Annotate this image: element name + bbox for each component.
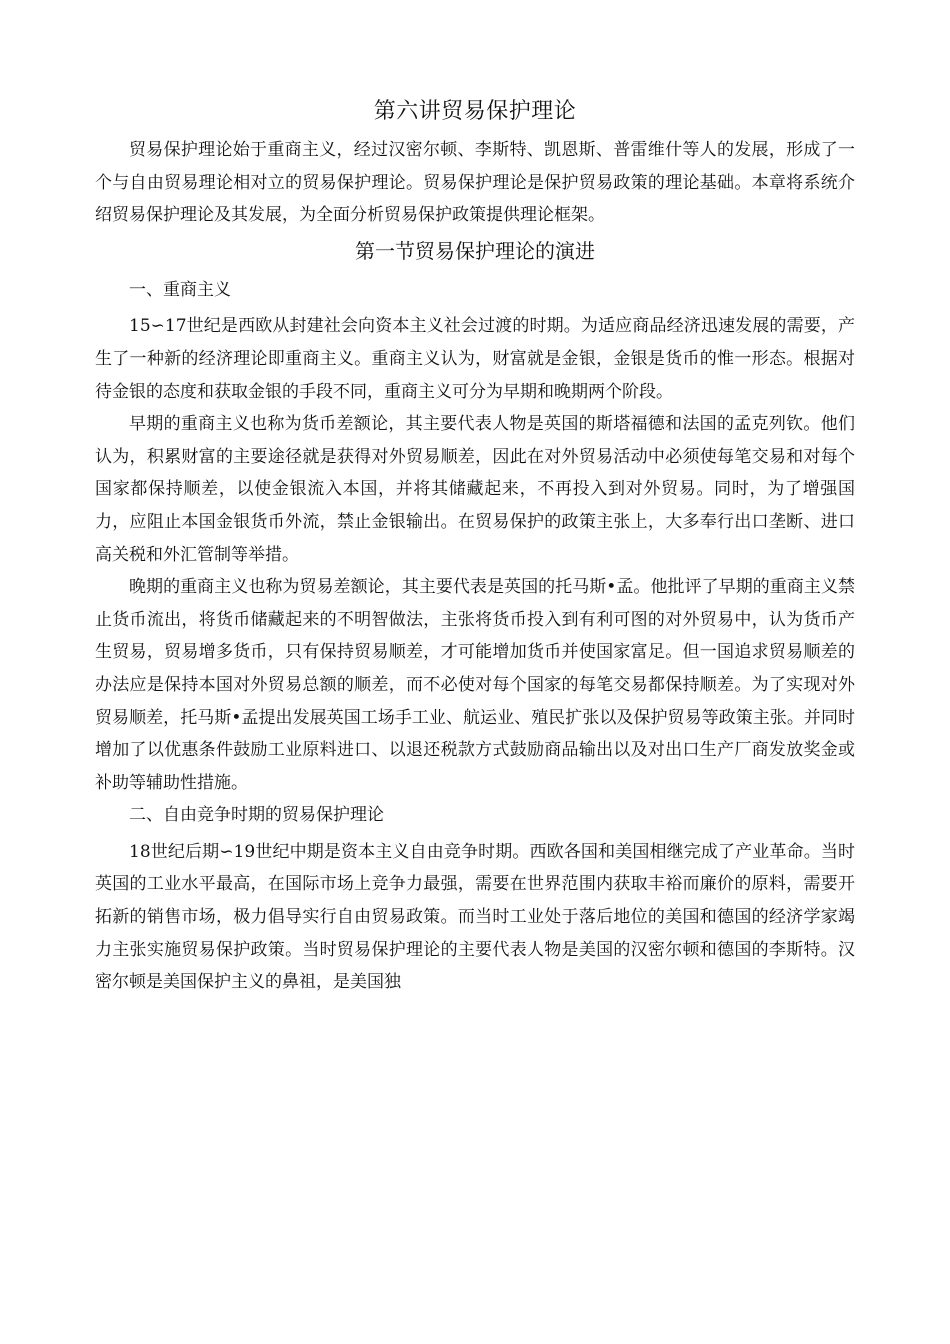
subsection-heading-mercantilism: 一、重商主义 [129,279,231,300]
subsection-heading-free-competition: 二、自由竞争时期的贸易保护理论 [129,805,384,826]
paragraph-early-mercantilism: 早期的重商主义也称为货币差额论，其主要代表人物是英国的斯塔福德和法国的孟克列钦。他们认为，积累财富的主要途径就是获得对外贸易顺差，因此在对外贸易活动中必须使每笔交易和对每个国家都保持顺差，以使金银流入本国，并将其储藏起来，不再投入到对外贸易。同时，为了增强国力，应阻止本国金银货币外流，禁止金银输出。在贸易保护的政策主张上，大多奉行出口垄断、进口高关税和外汇管制等举措。 [95,414,855,565]
intro-paragraph: 贸易保护理论始于重商主义，经过汉密尔顿、李斯特、凯恩斯、普雷维什等人的发展，形成了一个与自由贸易理论相对立的贸易保护理论。贸易保护理论是保护贸易政策的理论基础。本章将系统介绍贸易保护理论及其发展，为全面分析贸易保护政策提供理论框架。 [95,140,855,226]
paragraph-late-mercantilism: 晚期的重商主义也称为贸易差额论，其主要代表是英国的托马斯•孟。他批评了早期的重商主义禁止货币流出，将货币储藏起来的不明智做法，主张将货币投入到有利可图的对外贸易中，认为货币产生贸易，贸易增多货币，只有保持贸易顺差，才可能增加货币并使国家富足。但一国追求贸易顺差的办法应是保持本国对外贸易总额的顺差，而不必使对每个国家的每笔交易都保持顺差。为了实现对外贸易顺差，托马斯•孟提出发展英国工场手工业、航运业、殖民扩张以及保护贸易等政策主张。并同时增加了以优惠条件鼓励工业原料进口、以退还税款方式鼓励商品输出以及对出口生产厂商发放奖金或补助等辅助性措施。 [95,577,855,793]
document-page [95,96,855,999]
document-title: 第六讲贸易保护理论 [373,99,577,124]
paragraph-mercantilism-overview: 15∽17世纪是西欧从封建社会向资本主义社会过渡的时期。为适应商品经济迅速发展的需要，产生了一种新的经济理论即重商主义。重商主义认为，财富就是金银，金银是货币的惟一形态。根据对待金银的态度和获取金银的手段不同，重商主义可分为早期和晚期两个阶段。 [95,316,855,402]
paragraph-free-competition: 18世纪后期∽19世纪中期是资本主义自由竞争时期。西欧各国和美国相继完成了产业革命。当时英国的工业水平最高，在国际市场上竞争力最强，需要在世界范围内获取丰裕而廉价的原料，需要开拓新的销售市场，极力倡导实行自由贸易政策。而当时工业处于落后地位的美国和德国的经济学家竭力主张实施贸易保护政策。当时贸易保护理论的主要代表人物是美国的汉密尔顿和德国的李斯特。汉密尔顿是美国保护主义的鼻祖，是美国独 [95,841,855,993]
section-title: 第一节贸易保护理论的演进 [355,238,595,263]
